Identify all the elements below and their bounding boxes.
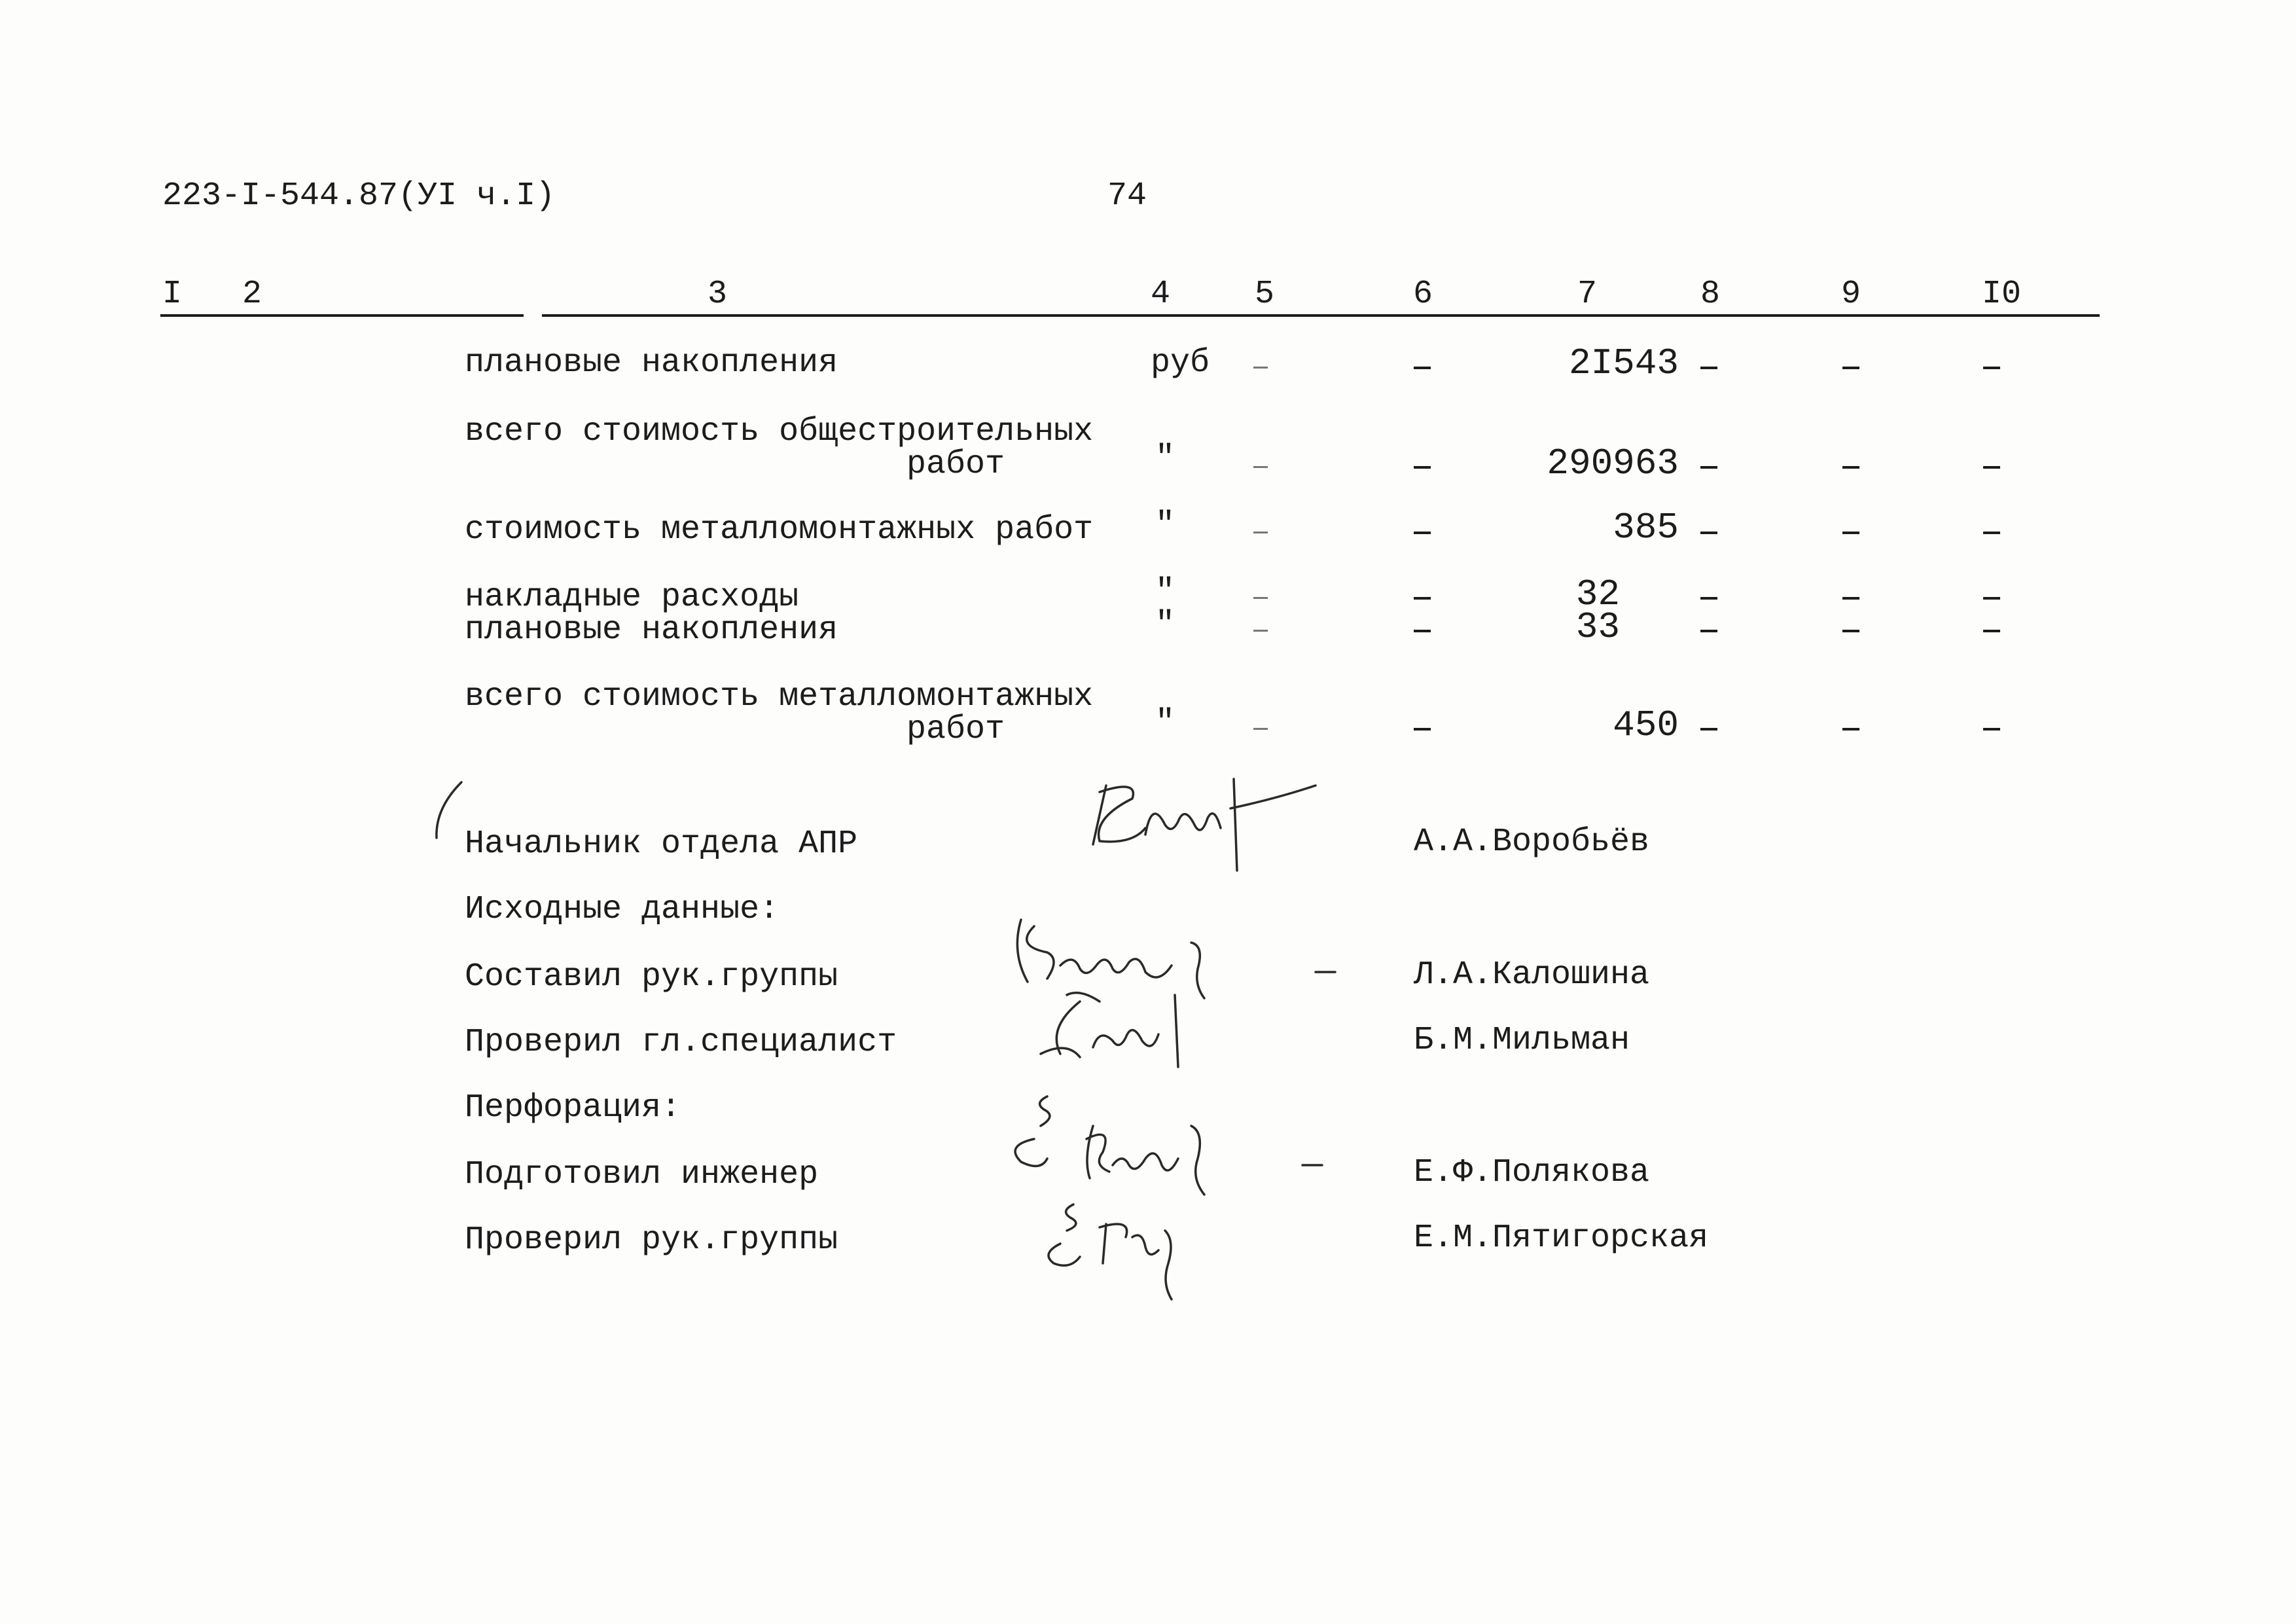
row-2-col5-dash: [1253, 466, 1268, 468]
row-6-col5-dash: [1253, 728, 1268, 730]
column-header-2: 2: [242, 276, 262, 313]
row-3-col5-dash: [1253, 532, 1268, 533]
column-header-3: 3: [707, 276, 728, 313]
column-header-8: 8: [1700, 276, 1721, 313]
row-3-col10-dash: [1983, 532, 2000, 534]
row-1-col10-dash: [1983, 367, 2000, 369]
row-6-col8-dash: [1700, 728, 1717, 731]
row-2-col7-value: 290963: [1547, 442, 1679, 484]
row-4-col7-value: 32: [1575, 573, 1620, 615]
column-header-7: 7: [1577, 276, 1598, 313]
signature-scribble-4: [995, 1087, 1322, 1204]
row-3-unit: ": [1155, 507, 1175, 544]
row-6-name-line2: работ: [906, 711, 1005, 748]
column-header-10: I0: [1981, 276, 2022, 313]
page-number: 74: [1107, 177, 1147, 215]
row-4-col9-dash: [1842, 597, 1859, 600]
row-2-col10-dash: [1983, 466, 2000, 469]
row-2-col8-dash: [1700, 466, 1717, 469]
row-5-name: плановые накопления: [465, 611, 838, 649]
signature-scribble-5: [1034, 1191, 1230, 1303]
row-4-col8-dash: [1700, 597, 1717, 600]
signature-role-7: Проверил рук.группы: [465, 1221, 838, 1259]
row-1-col5-dash: [1253, 367, 1268, 369]
signature-role-1: Начальник отдела АПР: [465, 825, 858, 863]
row-1-col9-dash: [1842, 367, 1859, 369]
row-4-unit: ": [1155, 573, 1175, 611]
signature-name-4: Б.М.Мильман: [1414, 1022, 1630, 1059]
row-3-col7-value: 385: [1613, 507, 1679, 549]
row-4-col5-dash: [1253, 597, 1268, 599]
row-2-unit: ": [1155, 440, 1175, 477]
row-5-unit: ": [1155, 606, 1175, 643]
column-header-1: I: [162, 276, 183, 313]
row-6-name-line1: всего стоимость металломонтажных: [465, 678, 1094, 715]
signature-scribble-1: [1080, 772, 1329, 884]
row-1-unit: руб: [1151, 344, 1210, 382]
row-6-unit: ": [1155, 704, 1175, 742]
header-rule-left: [160, 314, 524, 317]
signature-role-6: Подготовил инженер: [465, 1156, 819, 1193]
column-header-6: 6: [1412, 276, 1433, 313]
signature-role-2: Исходные данные:: [465, 891, 780, 928]
signature-name-1: А.А.Воробьёв: [1414, 823, 1650, 861]
column-header-9: 9: [1840, 276, 1861, 313]
row-2-col9-dash: [1842, 466, 1859, 469]
row-3-name: стоимость металломонтажных работ: [465, 511, 1094, 549]
row-5-col8-dash: [1700, 630, 1717, 632]
row-1-col7-value: 2I543: [1568, 342, 1679, 384]
row-2-col6-dash: [1414, 466, 1431, 469]
column-header-4: 4: [1150, 276, 1171, 313]
row-5-col5-dash: [1253, 630, 1268, 632]
row-6-col6-dash: [1414, 728, 1431, 731]
row-6-col7-value: 450: [1613, 704, 1679, 746]
margin-check-mark: [429, 776, 468, 854]
signature-scribble-3: [1028, 982, 1237, 1074]
row-5-col9-dash: [1842, 630, 1859, 632]
row-5-col7-value: 33: [1575, 606, 1620, 648]
signature-name-6: Е.Ф.Полякова: [1414, 1154, 1650, 1191]
row-4-name: накладные расходы: [465, 579, 799, 616]
signature-name-7: Е.М.Пятигорская: [1414, 1219, 1709, 1257]
row-4-col10-dash: [1983, 597, 2000, 600]
row-2-name-line1: всего стоимость общестроительных: [465, 413, 1094, 450]
row-3-col9-dash: [1842, 532, 1859, 534]
row-5-col10-dash: [1983, 630, 2000, 632]
row-1-name: плановые накопления: [465, 344, 838, 382]
signature-role-5: Перфорация:: [465, 1089, 681, 1127]
column-header-5: 5: [1254, 276, 1275, 313]
row-4-col6-dash: [1414, 597, 1431, 600]
signature-role-3: Составил рук.группы: [465, 958, 838, 996]
signature-role-4: Проверил гл.специалист: [465, 1024, 897, 1061]
document-code: 223-I-544.87(УI ч.I): [162, 177, 556, 215]
row-6-col9-dash: [1842, 728, 1859, 731]
signature-name-3: Л.А.Калошина: [1414, 956, 1650, 994]
row-2-name-line2: работ: [906, 446, 1005, 483]
row-1-col6-dash: [1414, 367, 1431, 369]
row-3-col8-dash: [1700, 532, 1717, 534]
row-1-col8-dash: [1700, 367, 1717, 369]
row-3-col6-dash: [1414, 532, 1431, 534]
row-5-col6-dash: [1414, 630, 1431, 632]
row-6-col10-dash: [1983, 728, 2000, 731]
header-rule-right: [542, 314, 2100, 317]
